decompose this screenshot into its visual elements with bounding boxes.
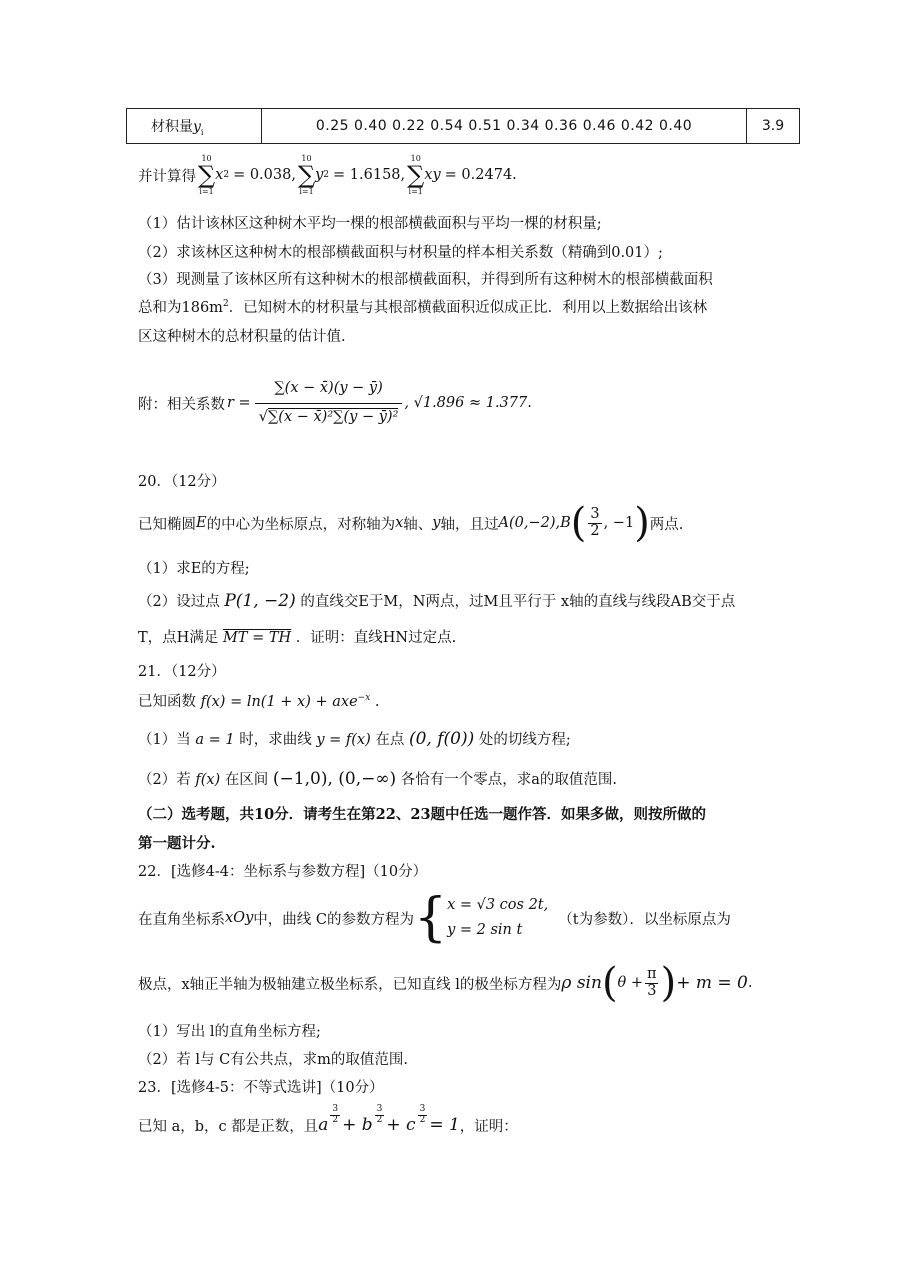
q22-line2 bbox=[138, 958, 752, 1008]
paren-close: ) bbox=[660, 960, 677, 1006]
q20-p2b-pre: T，点H满足 bbox=[138, 630, 219, 646]
q20-mid3: 轴，且过 bbox=[440, 516, 499, 533]
calc-eq2-rest: = 1.6158, bbox=[333, 167, 406, 183]
q20-mid2: 轴、 bbox=[403, 516, 433, 533]
polar-rest: + m = 0 bbox=[676, 973, 748, 993]
q20-mid: 的中心为坐标原点，对称轴为 bbox=[206, 516, 396, 533]
q20-part2-line1 bbox=[138, 590, 735, 611]
intervals: (−1,0), (0,−∞) bbox=[272, 769, 397, 789]
q21-part1 bbox=[138, 728, 571, 749]
q21-fn-pre: 已知函数 bbox=[138, 694, 196, 710]
q21-function bbox=[138, 690, 380, 711]
q21-p1-mid: 时，求曲线 bbox=[239, 732, 312, 748]
calc-line bbox=[138, 150, 517, 200]
q21-title: 21．（12分） bbox=[138, 664, 226, 680]
correlation-formula bbox=[138, 360, 532, 446]
squared: 2 bbox=[222, 299, 229, 310]
table-header-label: 材积量 bbox=[151, 118, 193, 135]
correlation-fraction bbox=[255, 381, 403, 426]
point-A: A(0,−2), bbox=[498, 515, 561, 531]
q22-mid: 中，曲线 C的参数方程为 bbox=[253, 911, 414, 928]
q21-fn-end: . bbox=[374, 694, 380, 710]
calc-y: y bbox=[315, 167, 324, 183]
q21-p2-mid: 在区间 bbox=[224, 772, 269, 788]
function-f: f(x) = ln(1 + x) + axe bbox=[200, 694, 358, 710]
squared: 2 bbox=[323, 170, 330, 180]
f-of-x: f(x) bbox=[195, 772, 221, 788]
table-sum-cell: 3.9 bbox=[747, 109, 800, 144]
q23-post: ，证明： bbox=[459, 1118, 518, 1135]
exponent-fraction bbox=[330, 1105, 340, 1126]
curve-y: y = f(x) bbox=[316, 732, 371, 748]
squared: 2 bbox=[223, 170, 230, 180]
q21-p1-pre: （1）当 bbox=[138, 732, 191, 748]
eq-x: x = √3 cos 2t, bbox=[447, 897, 549, 914]
r-symbol: r = bbox=[227, 395, 251, 411]
sum-bottom: i=1 bbox=[299, 187, 314, 196]
q20-p2-post: 的直线交E于M，N两点，过M且平行于 x轴的直线与线段AB交于点 bbox=[300, 594, 736, 610]
vector-equation: MT = TH bbox=[222, 630, 292, 646]
q20-title: 20．（12分） bbox=[138, 474, 226, 490]
B-rest: , −1 bbox=[603, 515, 635, 531]
sum-symbol-1 bbox=[198, 154, 215, 196]
q20-p2b-post: ．证明：直线HN过定点. bbox=[295, 630, 457, 646]
formula-numerator: ∑(x − x̄)(y − ȳ) bbox=[274, 379, 383, 396]
table-row bbox=[127, 109, 800, 144]
q19-part2: （2）求该林区这种树木的根部横截面积与材积量的样本相关系数（精确到0.01）; bbox=[138, 245, 663, 261]
point-P: P(1, −2) bbox=[224, 591, 296, 611]
q21-p2-pre: （2）若 bbox=[138, 772, 191, 788]
q19-part3-line1: （3）现测量了该林区所有这种树木的根部横截面积，并得到所有这种树木的根部横截面积 bbox=[138, 272, 713, 288]
B-fraction bbox=[588, 507, 601, 540]
brace-icon: { bbox=[413, 888, 448, 948]
q22-part2: （2）若 l与 C有公共点，求m的取值范围. bbox=[138, 1052, 409, 1068]
paren-open: ( bbox=[601, 960, 618, 1006]
q20-part2-line2 bbox=[138, 626, 456, 647]
exp-num: 3 bbox=[419, 1104, 426, 1114]
eq-y: y = 2 sin t bbox=[447, 922, 523, 938]
elective-heading-line1: （二）选考题，共10分．请考生在第22、23题中任选一题作答．如果多做，则按所做的 bbox=[138, 806, 707, 823]
table-values-cell: 0.25 0.40 0.22 0.54 0.51 0.34 0.36 0.46 0.42 0.40 bbox=[262, 109, 747, 144]
q22-title: 22．[选修4-4：坐标系与参数方程]（10分） bbox=[138, 864, 428, 880]
exp-num: 3 bbox=[332, 1104, 339, 1114]
calc-eq3-rest: = 0.2474 bbox=[444, 167, 513, 183]
q20-post: 两点. bbox=[649, 516, 684, 533]
exp-sup: −x bbox=[357, 693, 371, 704]
q19-area-value: 186m bbox=[181, 300, 223, 316]
sum-top: 10 bbox=[301, 154, 312, 163]
sum-top: 10 bbox=[410, 154, 421, 163]
q19-part3-line3: 区这种树木的总材积量的估计值. bbox=[138, 329, 346, 345]
formula-denominator: √∑(x − x̄)²∑(y − ȳ)² bbox=[255, 403, 403, 426]
formula-end: . bbox=[527, 395, 532, 411]
three: 3 bbox=[647, 982, 657, 999]
exp-den: 2 bbox=[332, 1114, 339, 1125]
q21-part2 bbox=[138, 768, 617, 789]
b-var: + b bbox=[342, 1115, 373, 1135]
x-axis-var: x bbox=[395, 515, 404, 531]
q20-p2-pre: （2）设过点 bbox=[138, 594, 220, 610]
q19-part1: （1）估计该林区这种树木平均一棵的根部横截面积与平均一棵的材积量; bbox=[138, 216, 602, 232]
point-B: B bbox=[560, 515, 571, 531]
q22-post: （t为参数）．以坐标原点为 bbox=[558, 911, 731, 928]
sum-symbol-3 bbox=[407, 154, 424, 196]
sum-top: 10 bbox=[201, 154, 212, 163]
table-header-var: y bbox=[193, 118, 201, 135]
paren-close: ) bbox=[634, 500, 650, 546]
xOy: xOy bbox=[225, 910, 254, 926]
sigma-icon: ∑ bbox=[407, 161, 425, 189]
q21-p2-post: 各恰有一个零点，求a的取值范围. bbox=[400, 772, 618, 788]
theta: θ + bbox=[617, 975, 644, 991]
parametric-equations bbox=[447, 893, 548, 942]
ellipse-E: E bbox=[196, 515, 207, 531]
calc-x: x bbox=[424, 167, 433, 183]
a-var: a bbox=[318, 1115, 329, 1135]
pi-over-3 bbox=[645, 967, 659, 1000]
calc-end: . bbox=[512, 167, 517, 183]
q20-pre: 已知椭圆 bbox=[138, 516, 196, 533]
equals-1: = 1 bbox=[429, 1115, 460, 1135]
a-equals-1: a = 1 bbox=[195, 732, 235, 748]
elective-heading-line2: 第一题计分. bbox=[138, 835, 216, 852]
q23-stem bbox=[138, 1105, 518, 1145]
exponent-fraction bbox=[418, 1105, 428, 1126]
table-header-sub: i bbox=[200, 127, 204, 137]
q22-part1: （1）写出 l的直角坐标方程; bbox=[138, 1024, 321, 1040]
sum-bottom: i=1 bbox=[408, 187, 423, 196]
calc-eq1-rest: = 0.038, bbox=[233, 167, 296, 183]
y-axis-var: y bbox=[432, 515, 441, 531]
B-den: 2 bbox=[590, 522, 600, 539]
q20-stem bbox=[138, 502, 683, 544]
q22-end: . bbox=[747, 975, 753, 991]
paren-open: ( bbox=[570, 500, 587, 546]
sum-bottom: i=1 bbox=[199, 187, 214, 196]
q22-pre: 在直角坐标系 bbox=[138, 911, 225, 928]
exp-num: 3 bbox=[376, 1104, 383, 1114]
q19-p3b-pre: 总和为 bbox=[138, 300, 182, 316]
sigma-icon: ∑ bbox=[198, 161, 216, 189]
B-num: 3 bbox=[590, 505, 600, 522]
appendix-label: 附：相关系数 bbox=[138, 396, 225, 413]
pi: π bbox=[647, 965, 657, 982]
q21-p1-post: 处的切线方程; bbox=[478, 732, 571, 748]
calc-x: x bbox=[215, 167, 224, 183]
q23-title: 23．[选修4-5：不等式选讲]（10分） bbox=[138, 1080, 384, 1096]
calc-y: y bbox=[432, 167, 441, 183]
q22-line2-pre: 极点，x轴正半轴为极轴建立极坐标系，已知直线 l的极坐标方程为 bbox=[138, 976, 562, 993]
timber-volume-table bbox=[126, 108, 800, 144]
rho-sin: ρ sin bbox=[561, 973, 602, 993]
q22-stem bbox=[138, 888, 731, 948]
exp-den: 2 bbox=[376, 1114, 383, 1125]
q19-part3-line2 bbox=[138, 296, 707, 317]
exp-den: 2 bbox=[419, 1114, 426, 1125]
table-header-cell bbox=[127, 109, 262, 144]
sigma-icon: ∑ bbox=[297, 161, 316, 189]
sum-symbol-2 bbox=[298, 154, 315, 196]
exponent-fraction bbox=[375, 1105, 385, 1126]
point-0-f0: (0, f(0)) bbox=[408, 729, 475, 749]
calc-prefix: 并计算得 bbox=[138, 168, 196, 185]
formula-den-text: ∑(x − x̄)²∑(y − ȳ)² bbox=[267, 408, 399, 425]
q21-p1-mid2: 在点 bbox=[375, 732, 405, 748]
q19-p3b-post: ．已知树木的材积量与其根部横截面积近似成正比．利用以上数据给出该林 bbox=[228, 300, 708, 316]
q23-pre: 已知 a，b，c 都是正数，且 bbox=[138, 1118, 319, 1135]
sqrt-approx: , √1.896 ≈ 1.377 bbox=[404, 395, 528, 411]
c-var: + c bbox=[386, 1115, 416, 1135]
q20-part1: （1）求E的方程; bbox=[138, 561, 250, 577]
